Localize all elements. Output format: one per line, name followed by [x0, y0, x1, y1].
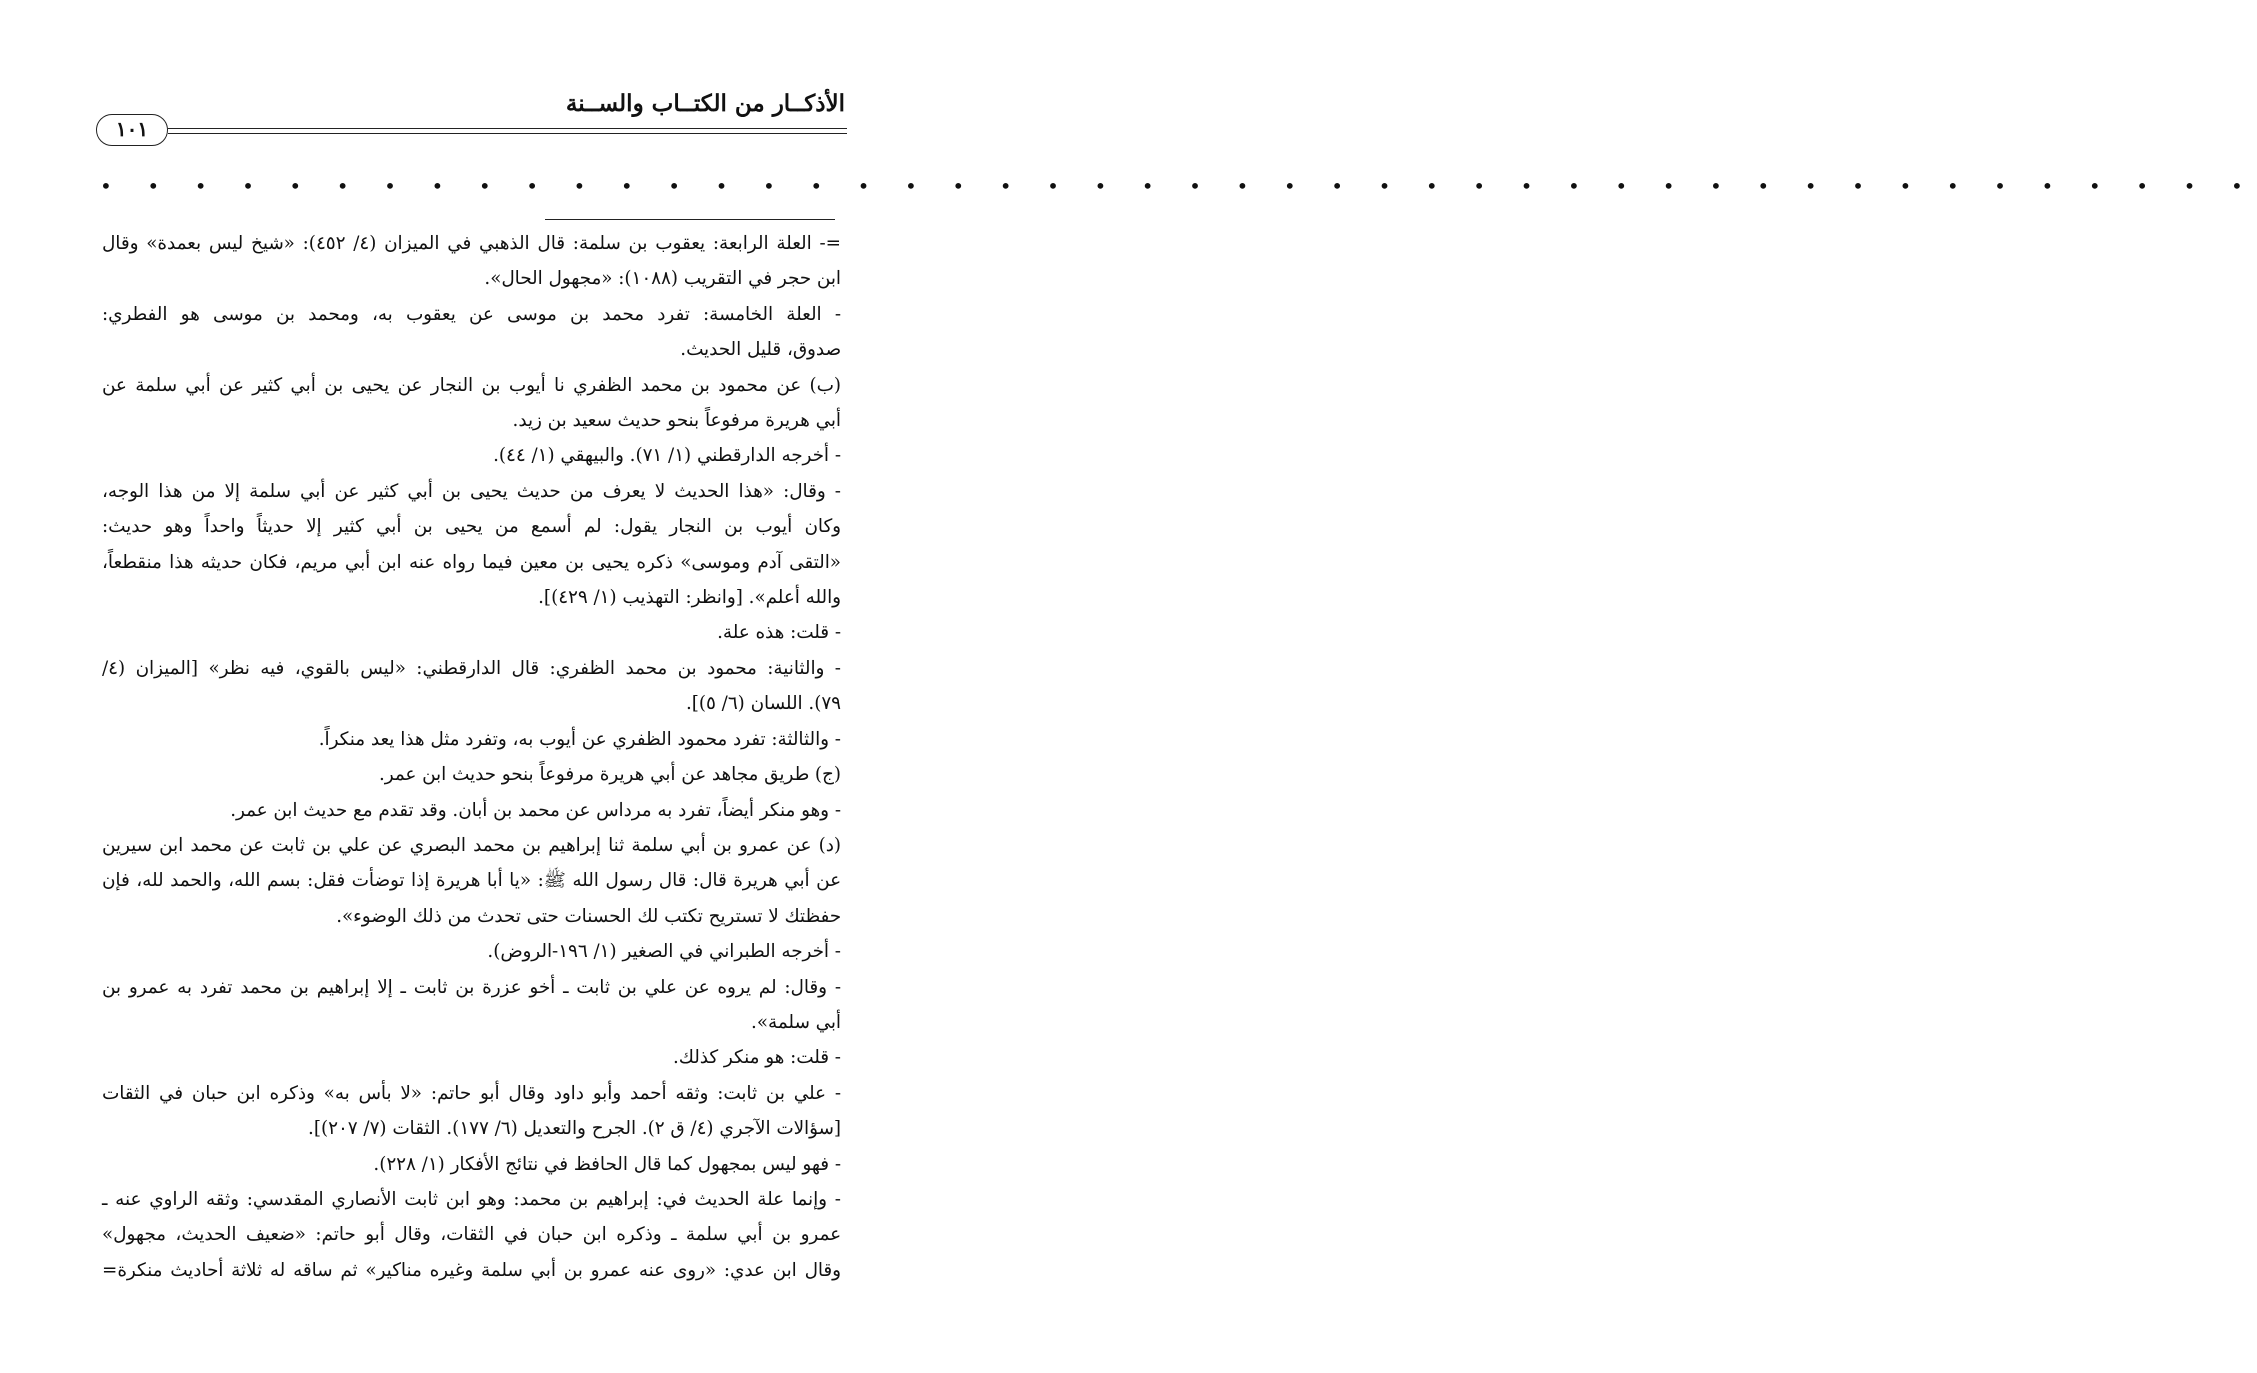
text-line: ٧٩). اللسان (٦/ ٥)].: [685, 693, 841, 715]
text-line: صدوق، قليل الحديث.: [680, 339, 841, 361]
text-line: حفظتك لا تستريح تكتب لك الحسنات حتى تحدث من ذلك الوضوء».: [336, 905, 841, 927]
text-line: - وإنما علة الحديث في: إبراهيم بن محمد: وهو ابن ثابت الأنصاري المقدسي: وثقه الراوي عنه ـ: [102, 1188, 841, 1210]
text-line: (د) عن عمرو بن أبي سلمة ثنا إبراهيم بن محمد البصري عن علي بن ثابت عن محمد ابن سيرين: [102, 834, 841, 856]
text-line: عمرو بن أبي سلمة ـ وذكره ابن حبان في الثقات، وقال أبو حاتم: «ضعيف الحديث، مجهول»: [102, 1224, 841, 1246]
dotted-separator: • • • • • • • • • • • • • • • • • • • • • • • • • • • • • • • • • • • • • • • • • • • • • •: [100, 174, 2257, 198]
text-line: عن أبي هريرة قال: قال رسول الله ﷺ: «يا أبا هريرة إذا توضأت فقل: بسم الله، والحمد لله، فإن: [102, 870, 841, 892]
running-header-title: الأذكــار من الكتــاب والســنة: [565, 90, 845, 117]
text-line: - علي بن ثابت: وثقه أحمد وأبو داود وقال أبو حاتم: «لا بأس به» وذكره ابن حبان في الثقات: [102, 1082, 841, 1104]
text-line: - فهو ليس بمجهول كما قال الحافظ في نتائج الأفكار (١/ ٢٢٨).: [373, 1153, 841, 1175]
text-line: - وقال: لم يروه عن علي بن ثابت ـ أخو عزرة بن ثابت ـ إلا إبراهيم بن محمد تفرد به عمرو بن: [102, 976, 841, 998]
footnote-rule: [545, 219, 835, 220]
text-line: أبي هريرة مرفوعاً بنحو حديث سعيد بن زيد.: [512, 410, 841, 432]
footnote-body: [102, 226, 841, 1288]
text-line: والله أعلم». [وانظر: التهذيب (١/ ٤٢٩)].: [538, 587, 841, 609]
text-line: - والثالثة: تفرد محمود الظفري عن أيوب به، وتفرد مثل هذا يعد منكراً.: [318, 728, 841, 750]
text-line: - وقال: «هذا الحديث لا يعرف من حديث يحيى بن أبي كثير عن أبي سلمة إلا من هذا الوجه،: [102, 480, 841, 502]
text-line: - العلة الخامسة: تفرد محمد بن موسى عن يعقوب به، ومحمد بن موسى هو الفطري:: [102, 303, 841, 325]
text-line: - قلت: هو منكر كذلك.: [673, 1047, 841, 1069]
page-number: ١٠١: [96, 114, 168, 146]
text-line: وقال ابن عدي: «روى عنه عمرو بن أبي سلمة وغيره مناكير» ثم ساقه له ثلاثة أحاديث منكرة=: [102, 1259, 841, 1281]
text-line: (ب) عن محمود بن محمد الظفري نا أيوب بن النجار عن يحيى بن أبي كثير عن أبي سلمة عن: [102, 374, 841, 396]
header-rule: [168, 128, 847, 134]
text-line: (ج) طريق مجاهد عن أبي هريرة مرفوعاً بنحو حديث ابن عمر.: [378, 764, 841, 786]
text-line: - أخرجه الدارقطني (١/ ٧١). والبيهقي (١/ ٤٤).: [493, 445, 841, 467]
text-line: =- العلة الرابعة: يعقوب بن سلمة: قال الذهبي في الميزان (٤/ ٤٥٢): «شيخ ليس بعمدة» وقال: [102, 233, 841, 254]
text-line: - والثانية: محمود بن محمد الظفري: قال الدارقطني: «ليس بالقوي، فيه نظر» [الميزان (٤/: [102, 657, 841, 679]
text-line: ابن حجر في التقريب (١٠٨٨): «مجهول الحال».: [484, 268, 841, 290]
text-line: أبي سلمة».: [751, 1011, 841, 1033]
text-line: «التقى آدم وموسى» ذكره يحيى بن معين فيما رواه عنه ابن أبي مريم، فكان حديثه هذا منقطعاً،: [102, 551, 841, 573]
text-line: وكان أيوب بن النجار يقول: لم أسمع من يحيى بن أبي كثير إلا حديثاً واحداً وهو حديث:: [102, 516, 841, 538]
text-line: - قلت: هذه علة.: [717, 622, 841, 644]
text-line: - وهو منكر أيضاً، تفرد به مرداس عن محمد بن أبان. وقد تقدم مع حديث ابن عمر.: [230, 799, 841, 821]
text-line: - أخرجه الطبراني في الصغير (١/ ١٩٦-الروض).: [487, 941, 841, 963]
text-line: [سؤالات الآجري (٤/ ق ٢). الجرح والتعديل (٦/ ١٧٧). الثقات (٧/ ٢٠٧)].: [308, 1118, 841, 1140]
